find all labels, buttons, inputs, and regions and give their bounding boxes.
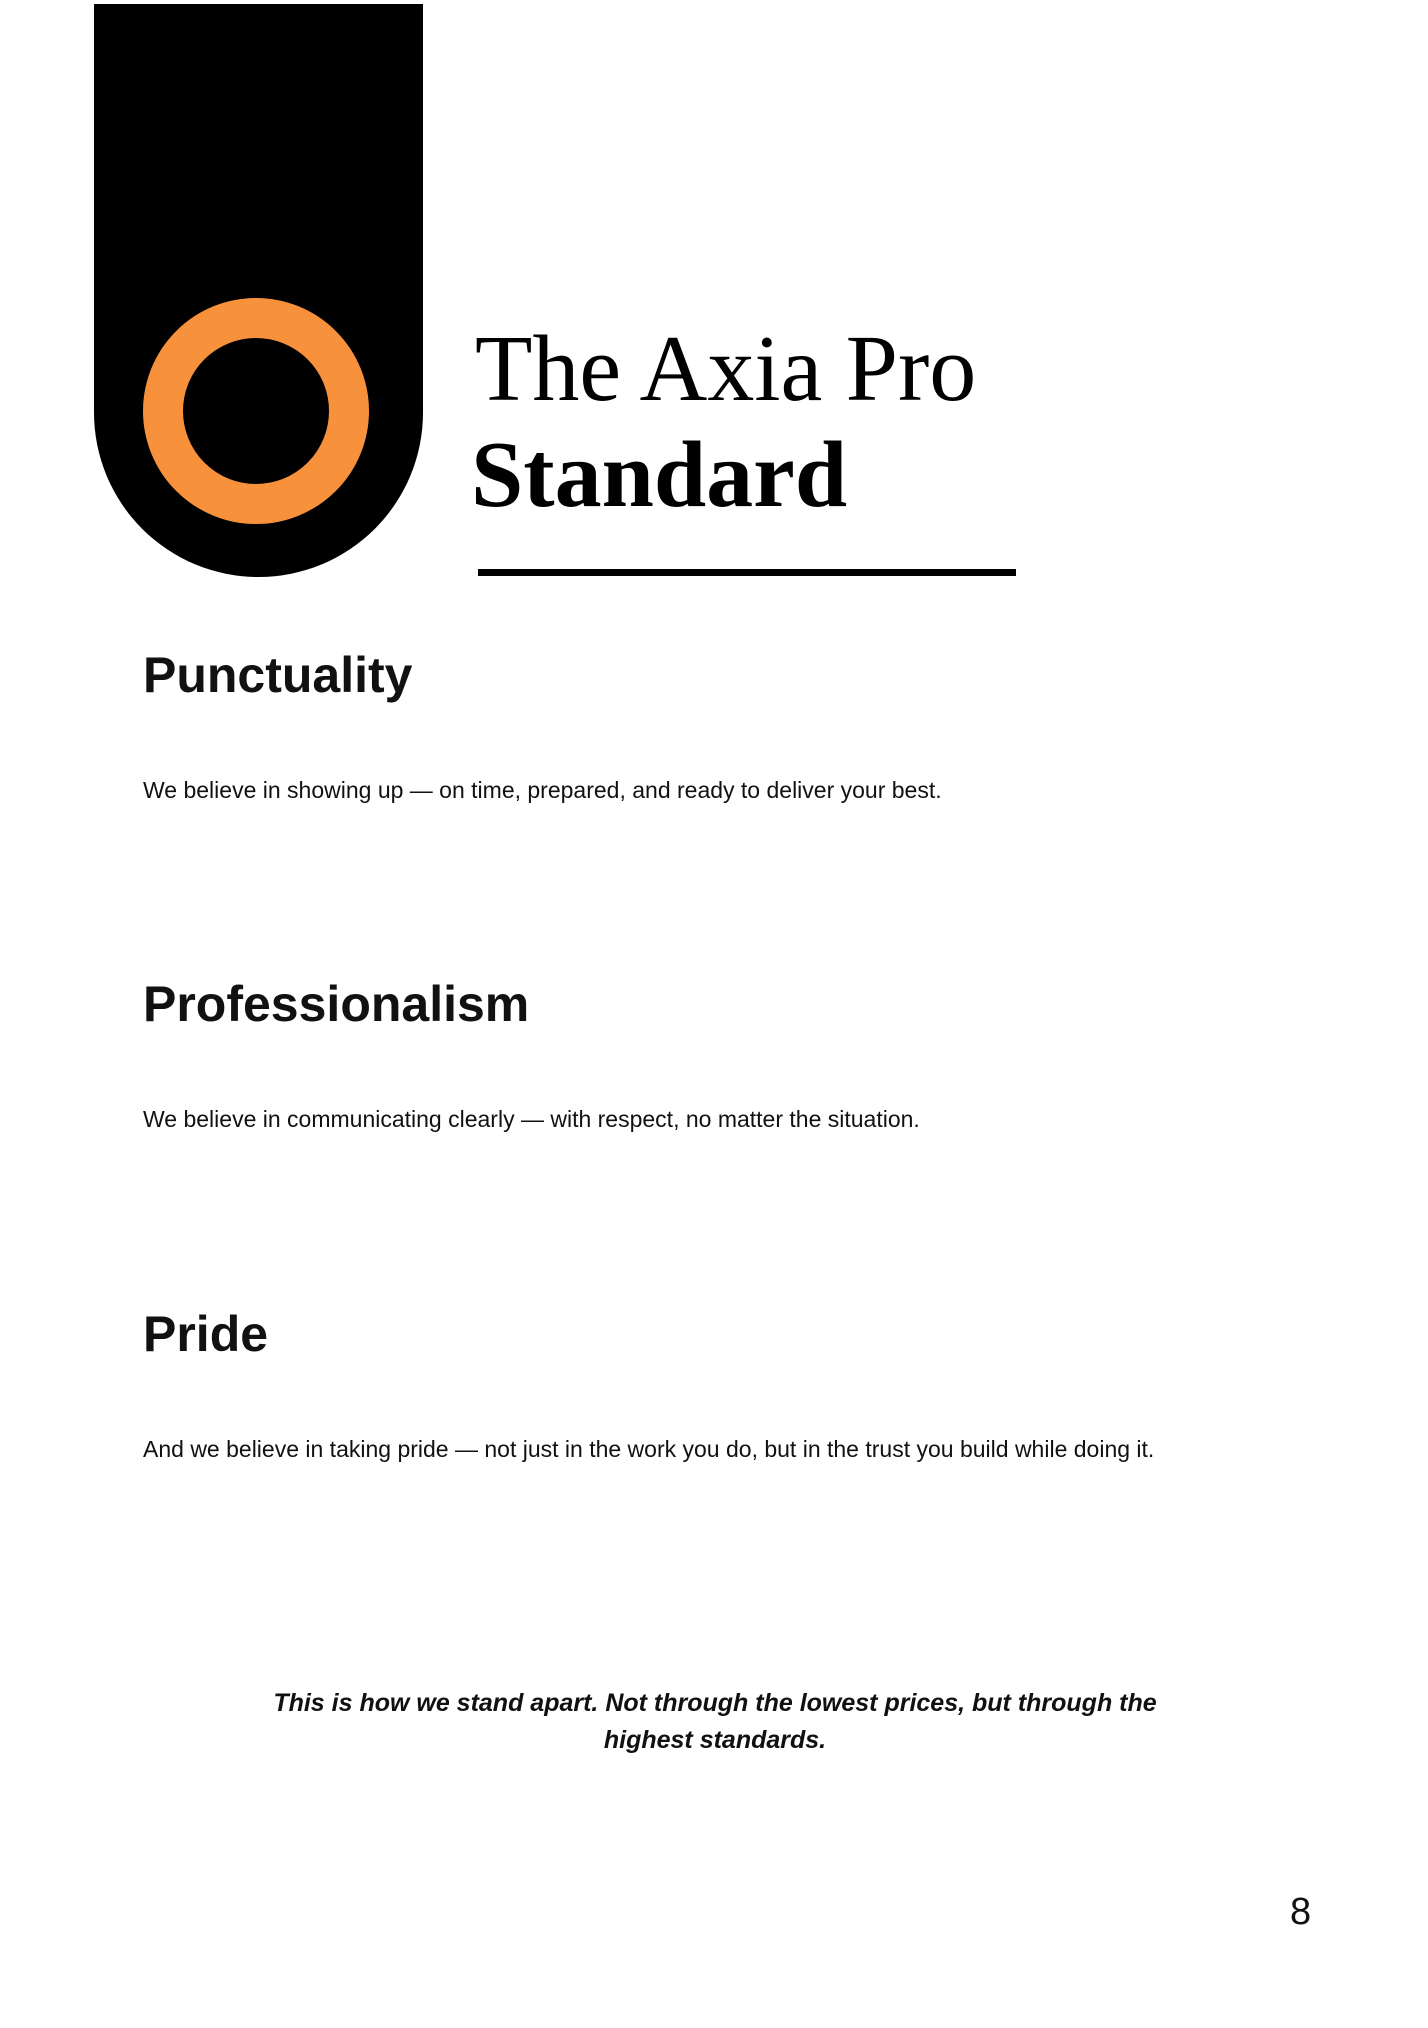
page-title-line-1: The Axia Pro [475,317,977,421]
section-heading-professionalism: Professionalism [143,976,530,1032]
closing-statement: This is how we stand apart. Not through the lowest prices, but through the highest standards. [273,1689,1157,1754]
page-number: 8 [1290,1891,1312,1933]
title-underline [478,569,1016,576]
section-body-punctuality: We believe in showing up — on time, prepared, and ready to deliver your best. [143,777,942,803]
section-heading-pride: Pride [143,1306,269,1362]
section-body-professionalism: We believe in communicating clearly — with respect, no matter the situation. [143,1106,920,1132]
page-title-line-2: Standard [471,423,848,527]
orange-ring-icon [143,298,369,524]
section-body-pride: And we believe in taking pride — not just in the work you do, but in the trust you build while doing it. [143,1436,1155,1462]
section-heading-punctuality: Punctuality [143,647,413,703]
